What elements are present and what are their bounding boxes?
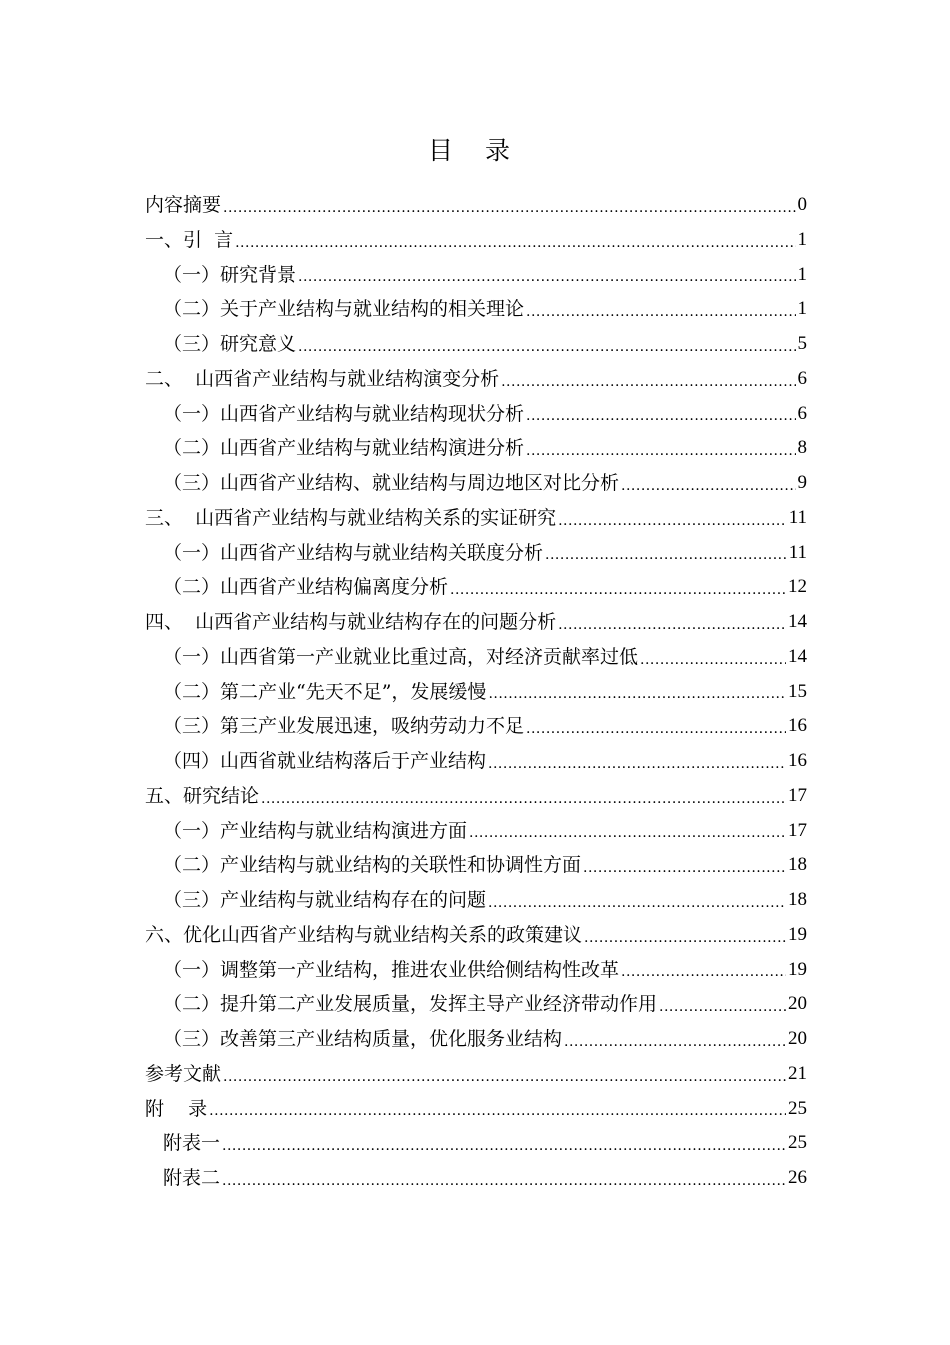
toc-entry-page-number: 1 — [797, 298, 807, 320]
toc-entry[interactable] — [145, 536, 807, 571]
toc-entry-label: （一）山西省产业结构与就业结构现状分析 — [163, 402, 525, 425]
toc-entry-label: （三）研究意义 — [163, 333, 297, 355]
toc-entry-page-number: 20 — [788, 993, 807, 1015]
toc-entry[interactable] — [145, 675, 807, 710]
toc-entry[interactable] — [145, 292, 807, 327]
toc-entry-label: 附 录 — [145, 1097, 208, 1120]
toc-dot-leader — [564, 1022, 786, 1057]
toc-entry-label: （一）产业结构与就业结构演进方面 — [163, 819, 468, 842]
toc-entry[interactable] — [145, 258, 807, 293]
toc-dot-leader — [583, 848, 786, 883]
toc-entry[interactable] — [145, 814, 807, 849]
toc-entry-page-number: 5 — [797, 333, 807, 354]
toc-entry-label: （一）研究背景 — [163, 263, 297, 286]
toc-entry-label: （二）第二产业“先天不足”，发展缓慢 — [163, 680, 487, 703]
toc-dot-leader — [621, 953, 786, 988]
toc-dot-leader — [261, 779, 786, 814]
toc-dot-leader — [223, 1057, 786, 1092]
toc-dot-leader — [488, 883, 786, 918]
toc-dot-leader — [526, 431, 795, 466]
toc-entry-page-number: 0 — [797, 194, 807, 215]
toc-dot-leader — [558, 501, 787, 536]
toc-entry-label: （一）山西省第一产业就业比重过高，对经济贡献率过低 — [163, 645, 639, 668]
toc-dot-leader — [222, 1161, 786, 1196]
toc-list — [145, 188, 807, 1196]
toc-dot-leader — [235, 223, 795, 258]
toc-entry-label: （三）改善第三产业结构质量，优化服务业结构 — [163, 1028, 563, 1050]
toc-entry-label: 六、优化山西省产业结构与就业结构关系的政策建议 — [145, 923, 583, 946]
toc-dot-leader — [584, 918, 786, 953]
toc-dot-leader — [526, 709, 786, 744]
toc-entry[interactable] — [145, 188, 807, 223]
toc-entry-page-number: 17 — [788, 784, 807, 806]
toc-entry[interactable] — [145, 327, 807, 362]
toc-dot-leader — [558, 605, 786, 640]
toc-entry[interactable] — [145, 501, 807, 536]
toc-entry[interactable] — [145, 1126, 807, 1161]
toc-entry[interactable] — [145, 779, 807, 814]
toc-entry-label: （二）山西省产业结构与就业结构演进分析 — [163, 437, 525, 460]
toc-entry-page-number: 8 — [797, 437, 807, 459]
toc-entry-page-number: 19 — [788, 958, 807, 980]
toc-entry-label: （三）山西省产业结构、就业结构与周边地区对比分析 — [163, 472, 620, 494]
toc-dot-leader — [223, 188, 795, 223]
toc-entry-label: 参考文献 — [145, 1062, 222, 1085]
toc-entry-label: （一）山西省产业结构与就业结构关联度分析 — [163, 541, 544, 564]
toc-entry-page-number: 20 — [788, 1028, 807, 1049]
toc-entry-page-number: 1 — [797, 228, 807, 250]
toc-entry-label: （二）山西省产业结构偏离度分析 — [163, 576, 449, 599]
toc-entry[interactable] — [145, 640, 807, 675]
toc-entry-label: （二）提升第二产业发展质量，发挥主导产业经济带动作用 — [163, 993, 658, 1016]
toc-entry[interactable] — [145, 987, 807, 1022]
toc-entry-page-number: 18 — [788, 889, 807, 910]
toc-dot-leader — [488, 675, 786, 710]
toc-entry-page-number: 14 — [788, 645, 807, 667]
toc-entry[interactable] — [145, 709, 807, 744]
toc-entry-page-number: 15 — [788, 680, 807, 702]
toc-dot-leader — [298, 258, 795, 293]
toc-entry-label: （四）山西省就业结构落后于产业结构 — [163, 750, 487, 772]
toc-entry-label: 二、 山西省产业结构与就业结构演变分析 — [145, 367, 500, 390]
toc-entry-page-number: 1 — [797, 263, 807, 285]
toc-dot-leader — [501, 362, 795, 397]
toc-entry-label: 一、引 言 — [145, 228, 234, 251]
toc-entry[interactable] — [145, 1092, 807, 1127]
toc-dot-leader — [526, 292, 795, 327]
toc-entry-label: 四、 山西省产业结构与就业结构存在的问题分析 — [145, 611, 557, 633]
toc-entry-page-number: 19 — [788, 923, 807, 945]
toc-entry-page-number: 26 — [788, 1167, 807, 1188]
toc-dot-leader — [488, 744, 786, 779]
toc-entry[interactable] — [145, 605, 807, 640]
toc-dot-leader — [450, 570, 786, 605]
toc-entry-page-number: 16 — [788, 750, 807, 771]
toc-entry-page-number: 25 — [788, 1097, 807, 1119]
toc-entry[interactable] — [145, 466, 807, 501]
toc-entry-page-number: 16 — [788, 715, 807, 737]
toc-entry-label: 三、 山西省产业结构与就业结构关系的实证研究 — [145, 506, 557, 529]
toc-entry[interactable] — [145, 362, 807, 397]
toc-entry[interactable] — [145, 1161, 807, 1196]
toc-entry-label: 附表一 — [163, 1132, 221, 1155]
toc-entry-page-number: 21 — [788, 1062, 807, 1084]
toc-entry[interactable] — [145, 570, 807, 605]
toc-entry[interactable] — [145, 883, 807, 918]
toc-dot-leader — [298, 327, 795, 362]
toc-entry-label: 附表二 — [163, 1167, 221, 1189]
toc-entry[interactable] — [145, 848, 807, 883]
toc-dot-leader — [469, 814, 786, 849]
toc-entry-label: （二）关于产业结构与就业结构的相关理论 — [163, 298, 525, 321]
toc-entry-page-number: 18 — [788, 854, 807, 876]
toc-entry-page-number: 14 — [788, 611, 807, 632]
toc-title: 目 录 — [428, 136, 522, 165]
toc-dot-leader — [526, 397, 795, 432]
toc-dot-leader — [640, 640, 786, 675]
toc-entry-label: 内容摘要 — [145, 194, 222, 216]
toc-entry-page-number: 6 — [797, 367, 807, 389]
toc-entry-page-number: 11 — [788, 541, 807, 563]
toc-entry[interactable] — [145, 1057, 807, 1092]
toc-entry-label: （三）第三产业发展迅速，吸纳劳动力不足 — [163, 715, 525, 738]
toc-entry-page-number: 6 — [797, 402, 807, 424]
toc-dot-leader — [621, 466, 795, 501]
toc-dot-leader — [659, 987, 786, 1022]
toc-entry-label: （一）调整第一产业结构，推进农业供给侧结构性改革 — [163, 958, 620, 981]
toc-dot-leader — [222, 1126, 786, 1161]
toc-entry-page-number: 9 — [797, 472, 807, 493]
toc-entry-label: 五、研究结论 — [145, 784, 260, 807]
toc-entry[interactable] — [145, 397, 807, 432]
toc-entry-page-number: 17 — [788, 819, 807, 841]
toc-entry-label: （二）产业结构与就业结构的关联性和协调性方面 — [163, 854, 582, 877]
toc-entry-page-number: 11 — [788, 506, 807, 528]
toc-dot-leader — [209, 1092, 786, 1127]
toc-entry[interactable] — [145, 1022, 807, 1057]
toc-entry[interactable] — [145, 953, 807, 988]
toc-entry[interactable] — [145, 744, 807, 779]
toc-entry-page-number: 25 — [788, 1132, 807, 1154]
toc-dot-leader — [545, 536, 787, 571]
toc-entry[interactable] — [145, 918, 807, 953]
toc-entry-label: （三）产业结构与就业结构存在的问题 — [163, 889, 487, 911]
toc-entry-page-number: 12 — [788, 576, 807, 598]
toc-entry[interactable] — [145, 223, 807, 258]
toc-entry[interactable] — [145, 431, 807, 466]
